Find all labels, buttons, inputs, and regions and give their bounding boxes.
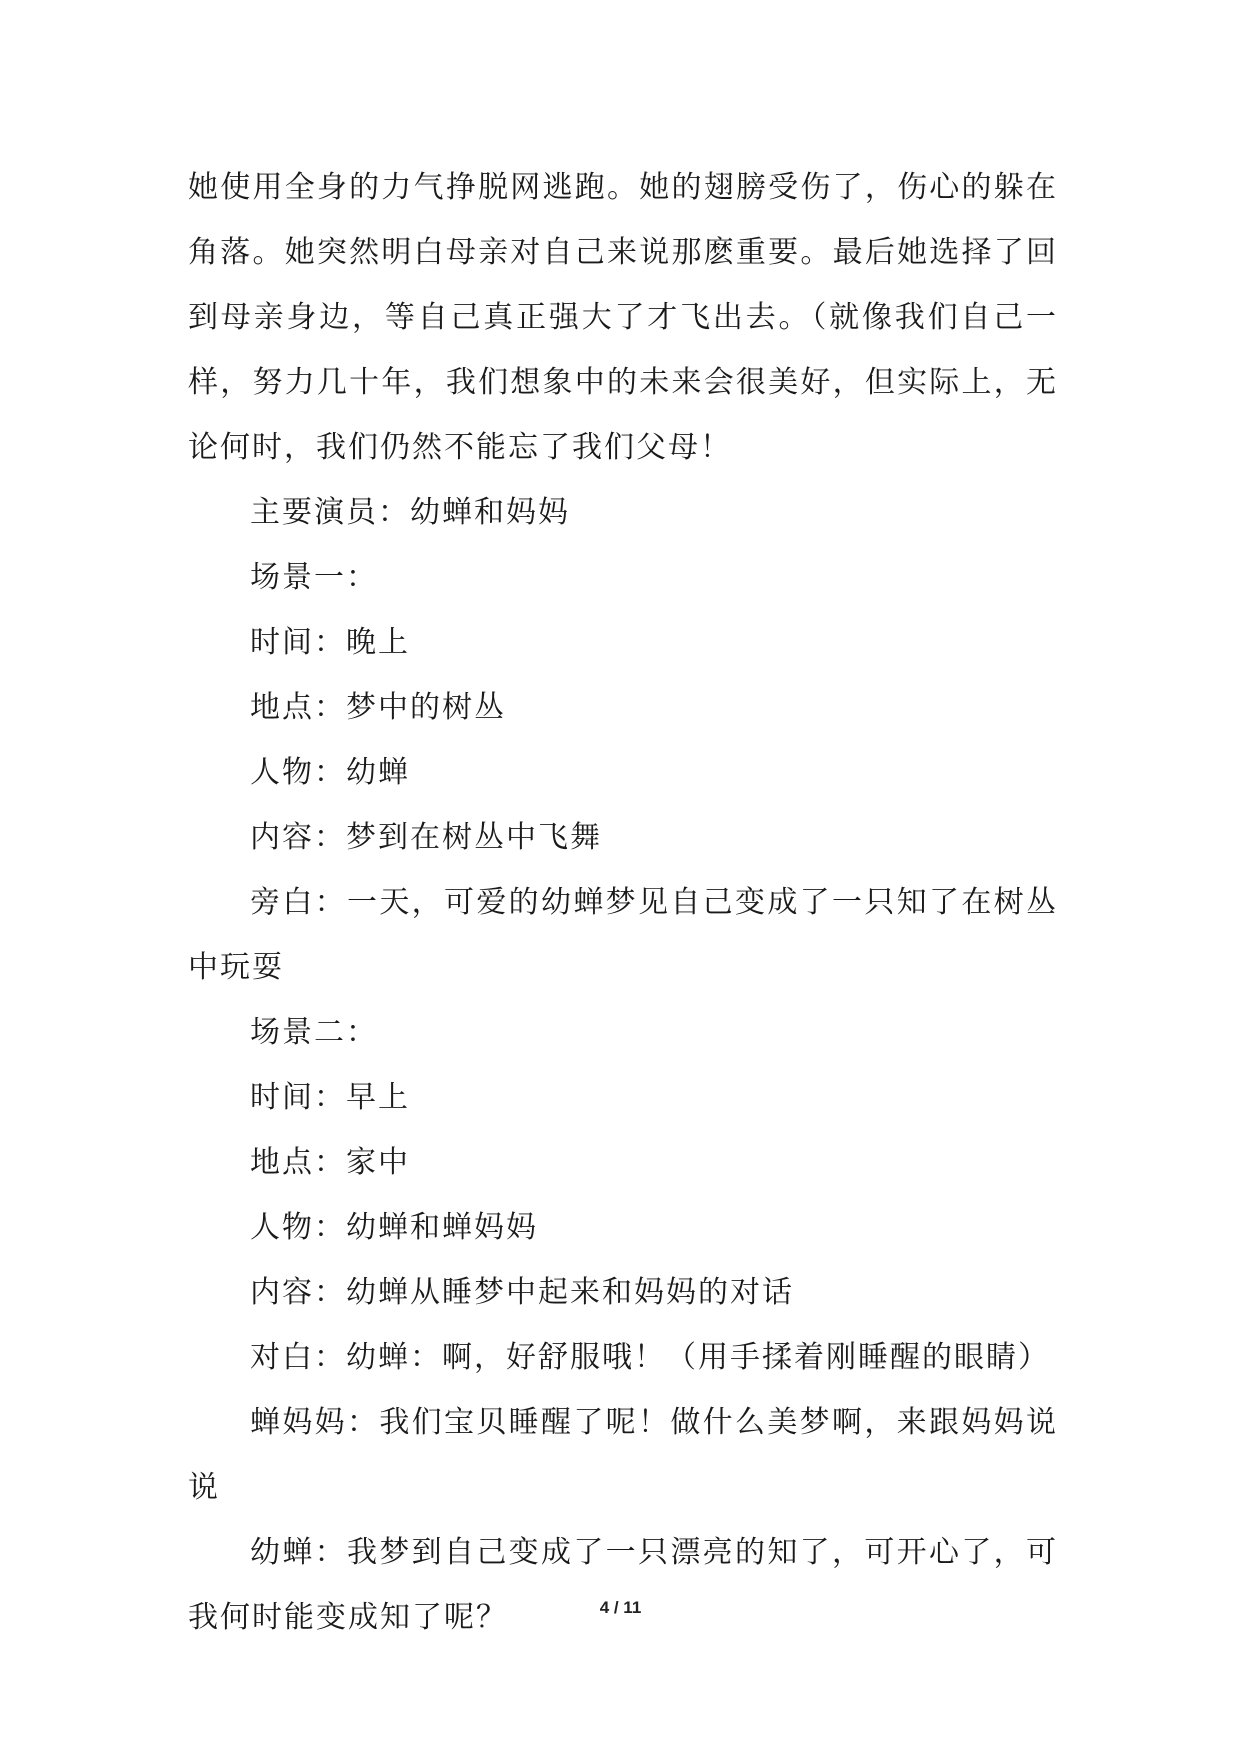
paragraph-scene-two-content: 内容：幼蝉从睡梦中起来和妈妈的对话: [250, 1275, 794, 1310]
paragraph-scene-two-heading: 场景二：: [250, 1015, 378, 1050]
paragraph-story-summary: 她使用全身的力气挣脱网逃跑。她的翅膀受伤了，伤心的躲在角落。她突然明白母亲对自己来说那麽重要。最后她选择了回到母亲身边，等自己真正强大了才飞出去。（就像我们自己一样，努力几十年，我们想象中的未来会很美好，但实际上，无论何时，我们仍然不能忘了我们父母！: [188, 170, 1058, 465]
document-body: [188, 155, 1058, 1650]
paragraph-dialogue-cicada-1: 对白：幼蝉：啊，好舒服哦！（用手揉着刚睡醒的眼睛）: [250, 1340, 1050, 1375]
paragraph-scene-one-narration: 旁白：一天，可爱的幼蝉梦见自己变成了一只知了在树丛中玩耍: [188, 885, 1058, 985]
page-number: 4 / 11: [599, 1598, 642, 1617]
paragraph-dialogue-cicada-2: 幼蝉：我梦到自己变成了一只漂亮的知了，可开心了，可我何时能变成知了呢？: [188, 1535, 1058, 1635]
paragraph-scene-two-time: 时间：早上: [250, 1080, 410, 1115]
paragraph-dialogue-mother-1: 蝉妈妈：我们宝贝睡醒了呢！做什么美梦啊，来跟妈妈说说: [188, 1405, 1058, 1505]
paragraph-scene-two-place: 地点：家中: [250, 1145, 410, 1180]
paragraph-scene-one-heading: 场景一：: [250, 560, 378, 595]
paragraph-main-cast: 主要演员：幼蝉和妈妈: [250, 495, 570, 530]
paragraph-scene-one-time: 时间：晚上: [250, 625, 410, 660]
paragraph-scene-one-characters: 人物：幼蝉: [250, 755, 410, 790]
paragraph-scene-one-place: 地点：梦中的树丛: [250, 690, 506, 725]
paragraph-scene-one-content: 内容：梦到在树丛中飞舞: [250, 820, 602, 855]
paragraph-scene-two-characters: 人物：幼蝉和蝉妈妈: [250, 1210, 538, 1245]
